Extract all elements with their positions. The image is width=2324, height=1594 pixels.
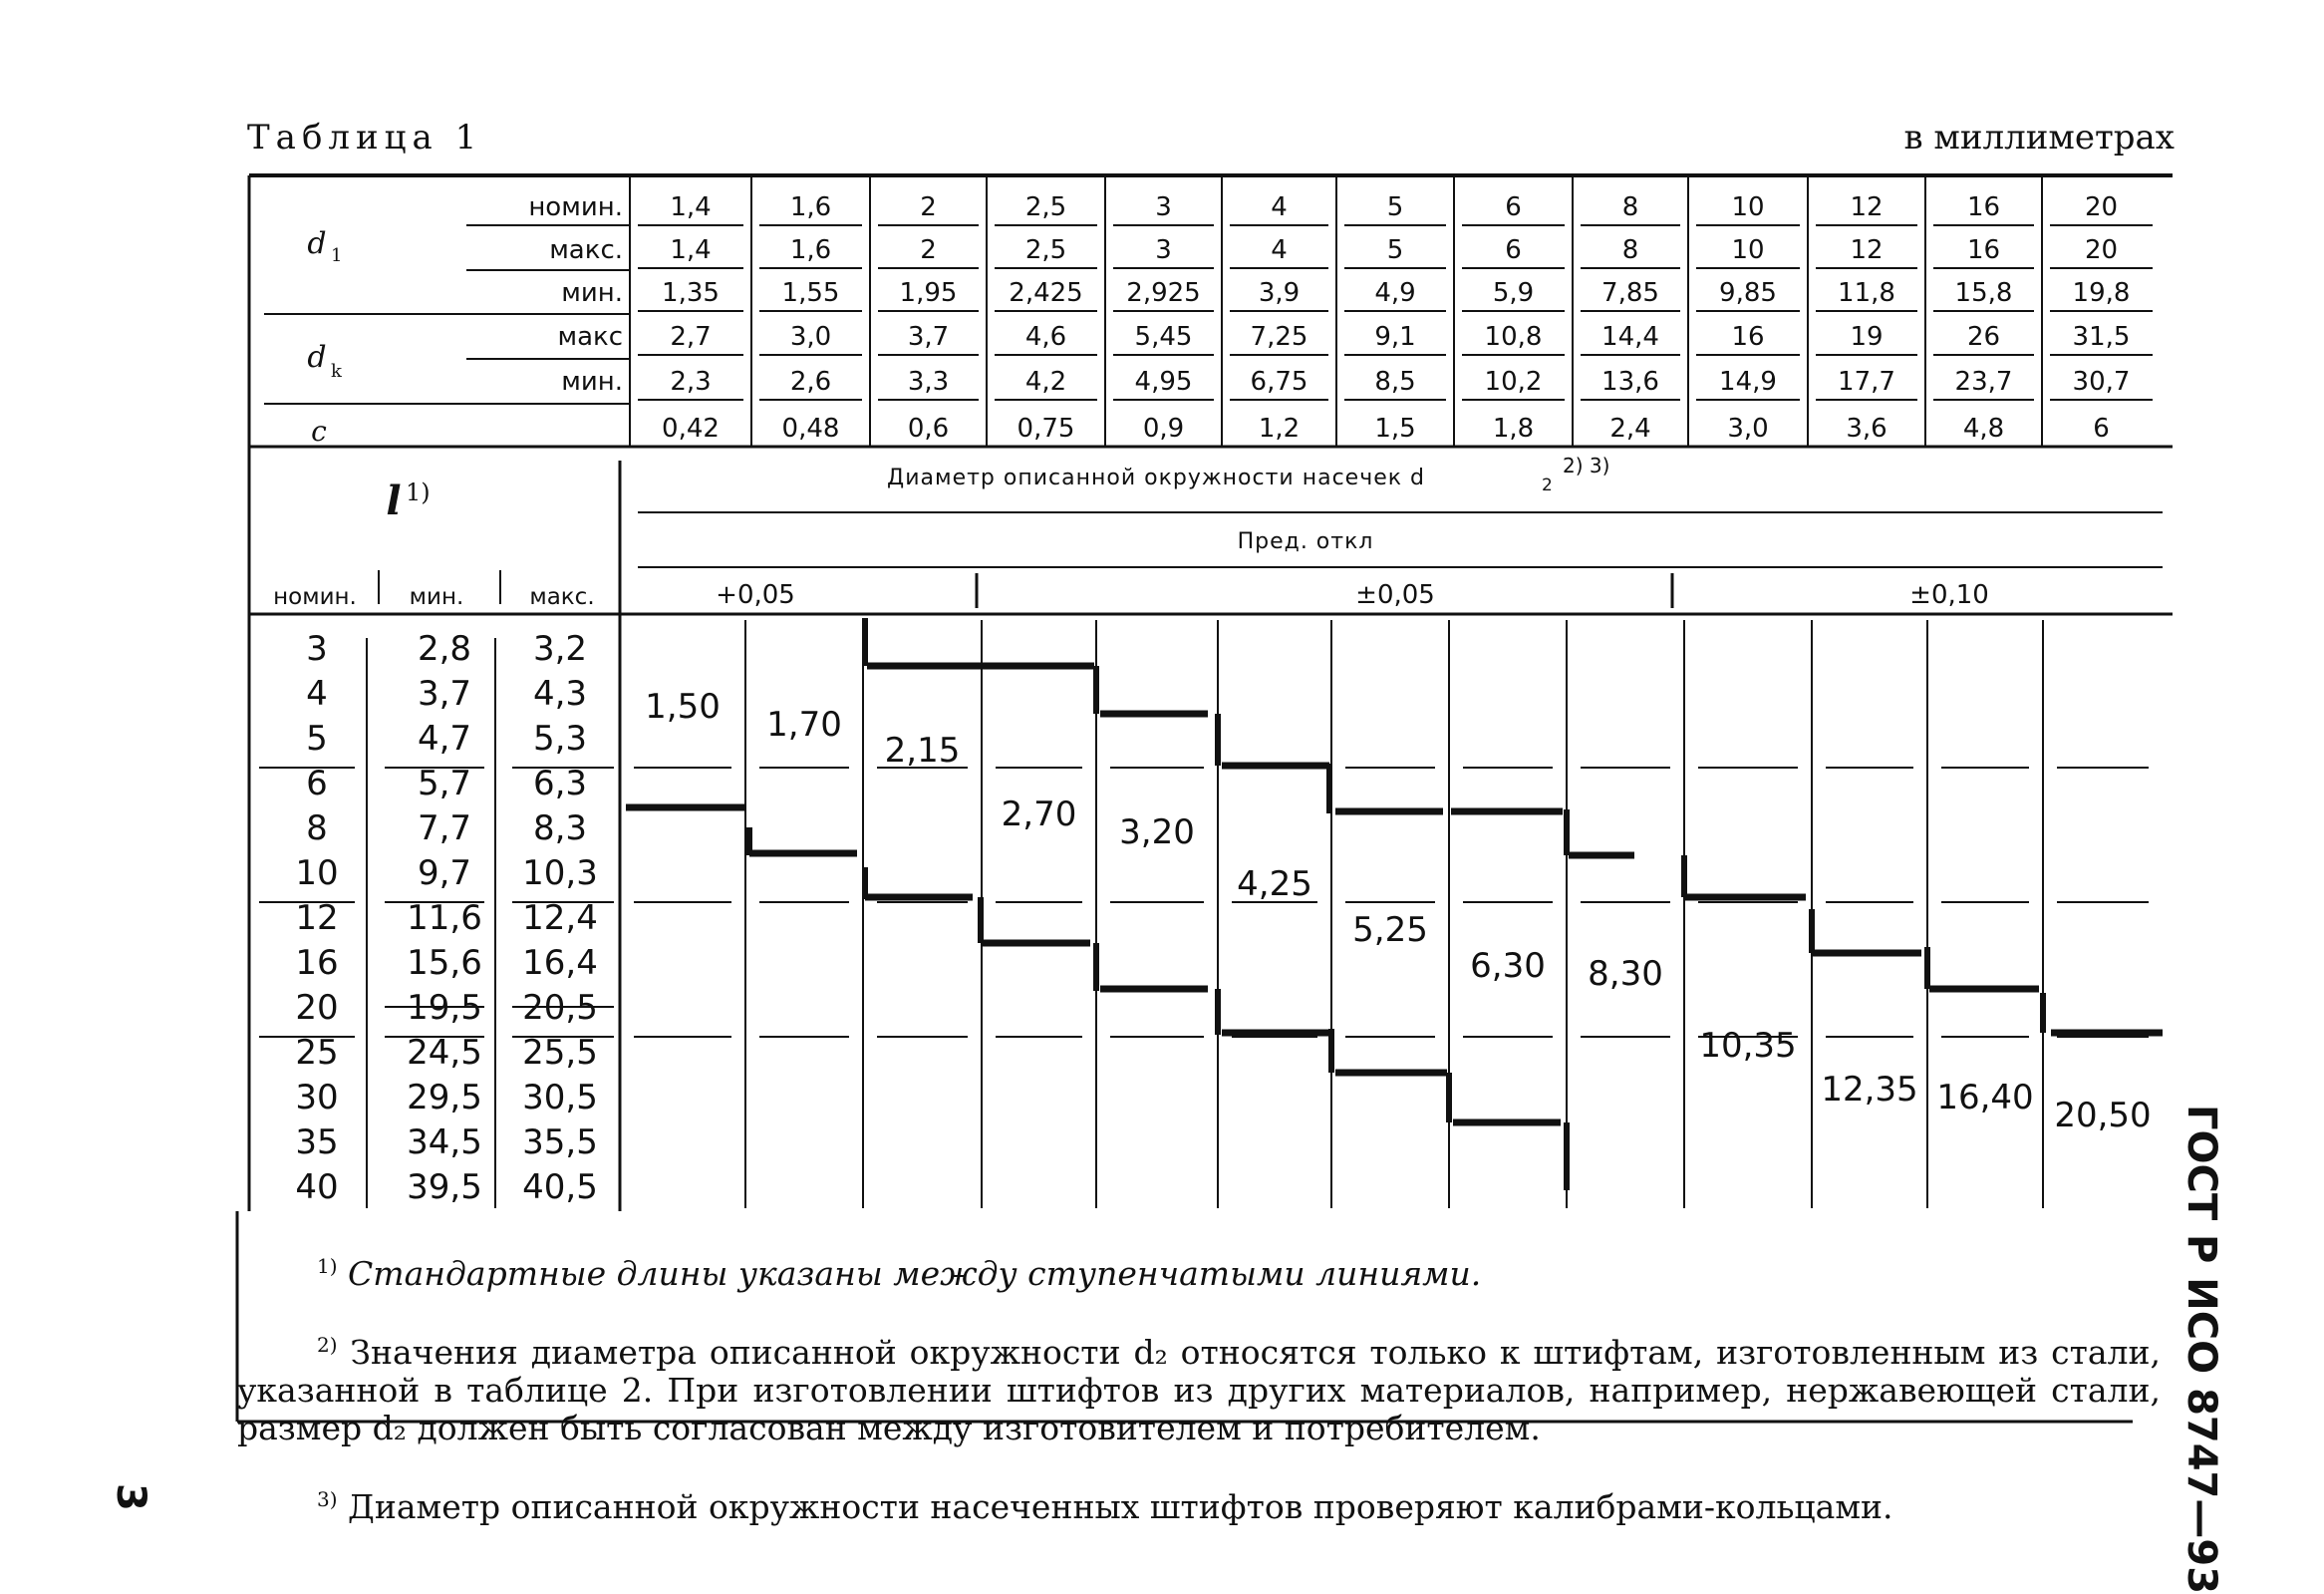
cell-dk_min: 30,7 (2072, 367, 2131, 397)
cell-dk_max: 3,0 (789, 322, 832, 352)
cell-d1_nom: 1,4 (670, 192, 712, 222)
cell-c: 6 (2093, 414, 2110, 444)
cell-d1_min: 11,8 (1838, 278, 1895, 308)
length-max-header: макс. (529, 584, 595, 610)
length-nom: 6 (306, 764, 328, 803)
length-max: 20,5 (522, 988, 598, 1028)
cell-d1_max: 1,4 (670, 235, 712, 265)
step-lines (626, 618, 2163, 1190)
cell-d1_nom: 12 (1850, 192, 1884, 222)
cell-dk_min: 8,5 (1374, 367, 1416, 397)
cell-c: 4,8 (1962, 414, 2005, 444)
tolerance-2: ±0,05 (1355, 580, 1435, 610)
cell-d1_min: 9,85 (1719, 278, 1777, 308)
cell-d1_max: 20 (2084, 235, 2119, 265)
length-nom: 10 (295, 853, 339, 893)
dk-symbol: d (307, 340, 327, 375)
footnote-1-text: Стандартные длины указаны между ступенчатыми линиями. (348, 1254, 1482, 1293)
length-min: 9,7 (417, 853, 472, 893)
cell-d1_max: 6 (1505, 235, 1522, 265)
length-nom: 4 (306, 674, 328, 714)
length-nom: 3 (306, 629, 328, 669)
cell-c: 1,5 (1374, 414, 1416, 444)
cell-dk_max: 5,45 (1134, 322, 1193, 352)
cell-dk_min: 23,7 (1954, 367, 2013, 397)
length-nom-header: номин. (273, 584, 357, 610)
cell-d1_nom: 4 (1271, 192, 1288, 222)
cell-d1_max: 5 (1386, 235, 1404, 265)
d2-value: 8,30 (1588, 954, 1663, 994)
row-label: макс. (549, 235, 623, 265)
length-max: 10,3 (522, 853, 598, 893)
cell-c: 0,6 (907, 414, 950, 444)
cell-dk_max: 19 (1850, 322, 1884, 352)
d2-value: 1,70 (766, 705, 842, 745)
cell-dk_min: 17,7 (1838, 367, 1895, 397)
cell-c: 0,9 (1142, 414, 1185, 444)
cell-dk_max: 31,5 (2072, 322, 2131, 352)
cell-d1_max: 2 (920, 235, 937, 265)
length-min: 5,7 (417, 764, 472, 803)
length-nom: 5 (306, 719, 328, 759)
d2-title-footnote-marks: 2) 3) (1563, 454, 1610, 478)
cell-dk_max: 2,7 (670, 322, 712, 352)
d2-value: 5,25 (1352, 910, 1428, 950)
d2-value: 10,35 (1699, 1026, 1797, 1066)
cell-d1_nom: 8 (1621, 192, 1639, 222)
row-label: номин. (528, 192, 623, 222)
length-nom: 40 (295, 1167, 339, 1207)
length-min: 3,7 (417, 674, 472, 714)
cell-dk_max: 7,25 (1250, 322, 1308, 352)
dk-subscript: k (331, 361, 342, 382)
c-symbol: c (311, 415, 327, 448)
length-max: 35,5 (522, 1122, 598, 1162)
cell-c: 0,48 (781, 414, 840, 444)
cell-dk_max: 14,4 (1601, 322, 1659, 352)
cell-d1_max: 16 (1966, 235, 2001, 265)
tolerance-3: ±0,10 (1909, 580, 1989, 610)
cell-d1_nom: 16 (1966, 192, 2001, 222)
page-number: 3 (108, 1483, 153, 1511)
cell-d1_nom: 20 (2084, 192, 2119, 222)
cell-d1_nom: 2,5 (1024, 192, 1067, 222)
cell-c: 0,42 (662, 414, 720, 444)
cell-dk_min: 10,2 (1484, 367, 1543, 397)
length-max: 12,4 (522, 898, 598, 938)
length-max: 40,5 (522, 1167, 598, 1207)
cell-c: 1,8 (1492, 414, 1535, 444)
cell-d1_min: 1,55 (781, 278, 840, 308)
cell-d1_nom: 2 (920, 192, 937, 222)
cell-d1_max: 1,6 (789, 235, 832, 265)
length-min: 34,5 (407, 1122, 482, 1162)
length-min: 15,6 (407, 943, 482, 983)
cell-dk_min: 13,6 (1601, 367, 1659, 397)
cell-d1_max: 8 (1621, 235, 1639, 265)
length-max: 8,3 (532, 808, 588, 848)
length-max: 6,3 (532, 764, 588, 803)
length-max: 30,5 (522, 1078, 598, 1117)
length-min: 29,5 (407, 1078, 482, 1117)
cell-dk_max: 3,7 (907, 322, 950, 352)
footnote-3-text: Диаметр описанной окружности насеченных штифтов проверяют калибрами-кольцами. (348, 1487, 1893, 1526)
standard-label: ГОСТ Р ИСО 8747—93 (2179, 1105, 2224, 1594)
footnote-2-text: Значения диаметра описанной окружности d₂ относятся только к штифтам, изготовленным из стали, указанной в таблице 2. При изготовлении штифтов из других материалов, например, нержавеющей стали, размер d₂ должен быть согласован между изготовителем и потребителем. (237, 1333, 2161, 1447)
d2-value: 20,50 (2054, 1096, 2152, 1135)
footnotes (237, 1214, 2161, 1559)
cell-d1_max: 4 (1271, 235, 1288, 265)
length-nom: 35 (295, 1122, 339, 1162)
length-min: 2,8 (417, 629, 472, 669)
d2-title-subscript: 2 (1542, 476, 1553, 495)
d1-symbol: d (307, 226, 327, 261)
length-max: 25,5 (522, 1033, 598, 1073)
row-label: мин. (561, 367, 623, 397)
cell-dk_min: 3,3 (907, 367, 950, 397)
length-max: 16,4 (522, 943, 598, 983)
length-nom: 30 (295, 1078, 339, 1117)
cell-d1_max: 2,5 (1024, 235, 1067, 265)
cell-d1_min: 3,9 (1258, 278, 1301, 308)
length-nom: 20 (295, 988, 339, 1028)
footnote-2-mark: 2) (317, 1333, 338, 1357)
d2-value: 16,40 (1936, 1078, 2034, 1117)
cell-d1_max: 3 (1155, 235, 1172, 265)
cell-c: 2,4 (1609, 414, 1651, 444)
cell-d1_min: 1,95 (899, 278, 958, 308)
length-min: 19,5 (407, 988, 482, 1028)
length-symbol: l (386, 478, 402, 524)
d2-value: 3,20 (1119, 812, 1195, 852)
cell-dk_min: 2,6 (789, 367, 832, 397)
cell-d1_max: 12 (1850, 235, 1884, 265)
cell-dk_min: 4,95 (1134, 367, 1193, 397)
length-footnote-mark: 1) (406, 478, 431, 506)
d2-value: 1,50 (645, 687, 721, 727)
d2-value: 12,35 (1821, 1070, 1918, 1110)
cell-dk_max: 4,6 (1024, 322, 1067, 352)
length-nom: 12 (295, 898, 339, 938)
cell-c: 0,75 (1017, 414, 1075, 444)
cell-dk_min: 6,75 (1250, 367, 1308, 397)
row-label: мин. (561, 278, 623, 308)
cell-d1_min: 5,9 (1492, 278, 1535, 308)
units-label: в миллиметрах (1903, 118, 2175, 158)
deviation-label: Пред. откл (1237, 529, 1374, 554)
cell-d1_min: 15,8 (1954, 278, 2013, 308)
cell-dk_min: 2,3 (670, 367, 712, 397)
cell-c: 3,6 (1846, 414, 1888, 444)
length-min: 11,6 (407, 898, 482, 938)
cell-d1_min: 2,925 (1126, 278, 1201, 308)
cell-dk_max: 16 (1731, 322, 1765, 352)
d2-value: 2,70 (1001, 795, 1077, 834)
length-min: 7,7 (417, 808, 472, 848)
length-min: 4,7 (417, 719, 472, 759)
cell-d1_min: 1,35 (662, 278, 720, 308)
cell-c: 3,0 (1727, 414, 1769, 444)
cell-dk_max: 26 (1966, 322, 2001, 352)
cell-d1_nom: 1,6 (789, 192, 832, 222)
length-nom: 8 (306, 808, 328, 848)
cell-d1_nom: 10 (1731, 192, 1765, 222)
row-label: макс (557, 322, 623, 352)
length-max: 3,2 (532, 629, 588, 669)
cell-d1_min: 4,9 (1374, 278, 1416, 308)
length-nom: 25 (295, 1033, 339, 1073)
d2-title: Диаметр описанной окружности насечек d (887, 466, 1425, 490)
cell-dk_min: 4,2 (1024, 367, 1067, 397)
cell-d1_nom: 5 (1386, 192, 1404, 222)
cell-dk_max: 9,1 (1374, 322, 1416, 352)
cell-c: 1,2 (1258, 414, 1301, 444)
d2-value: 2,15 (884, 731, 961, 771)
cell-dk_max: 10,8 (1484, 322, 1543, 352)
footnote-2 (237, 1326, 2161, 1447)
cell-d1_max: 10 (1731, 235, 1765, 265)
footnote-1-mark: 1) (317, 1254, 338, 1278)
table-title: Таблица 1 (247, 118, 483, 158)
d2-value: 6,30 (1470, 946, 1546, 986)
table-texts (273, 192, 2152, 1207)
length-min: 24,5 (407, 1033, 482, 1073)
d2-value: 4,25 (1237, 864, 1312, 904)
tolerance-1: +0,05 (716, 580, 795, 610)
length-max: 4,3 (532, 674, 588, 714)
cell-d1_min: 7,85 (1601, 278, 1659, 308)
cell-d1_nom: 6 (1505, 192, 1522, 222)
d1-subscript: 1 (331, 245, 343, 266)
length-nom: 16 (295, 943, 339, 983)
cell-d1_min: 2,425 (1009, 278, 1083, 308)
length-min-header: мин. (409, 584, 464, 610)
length-min: 39,5 (407, 1167, 482, 1207)
footnote-3-mark: 3) (317, 1487, 338, 1511)
cell-d1_nom: 3 (1155, 192, 1172, 222)
cell-d1_min: 19,8 (2072, 278, 2131, 308)
footnote-3 (237, 1480, 2161, 1526)
cell-dk_min: 14,9 (1719, 367, 1777, 397)
footnote-1 (237, 1247, 2161, 1293)
length-max: 5,3 (532, 719, 588, 759)
